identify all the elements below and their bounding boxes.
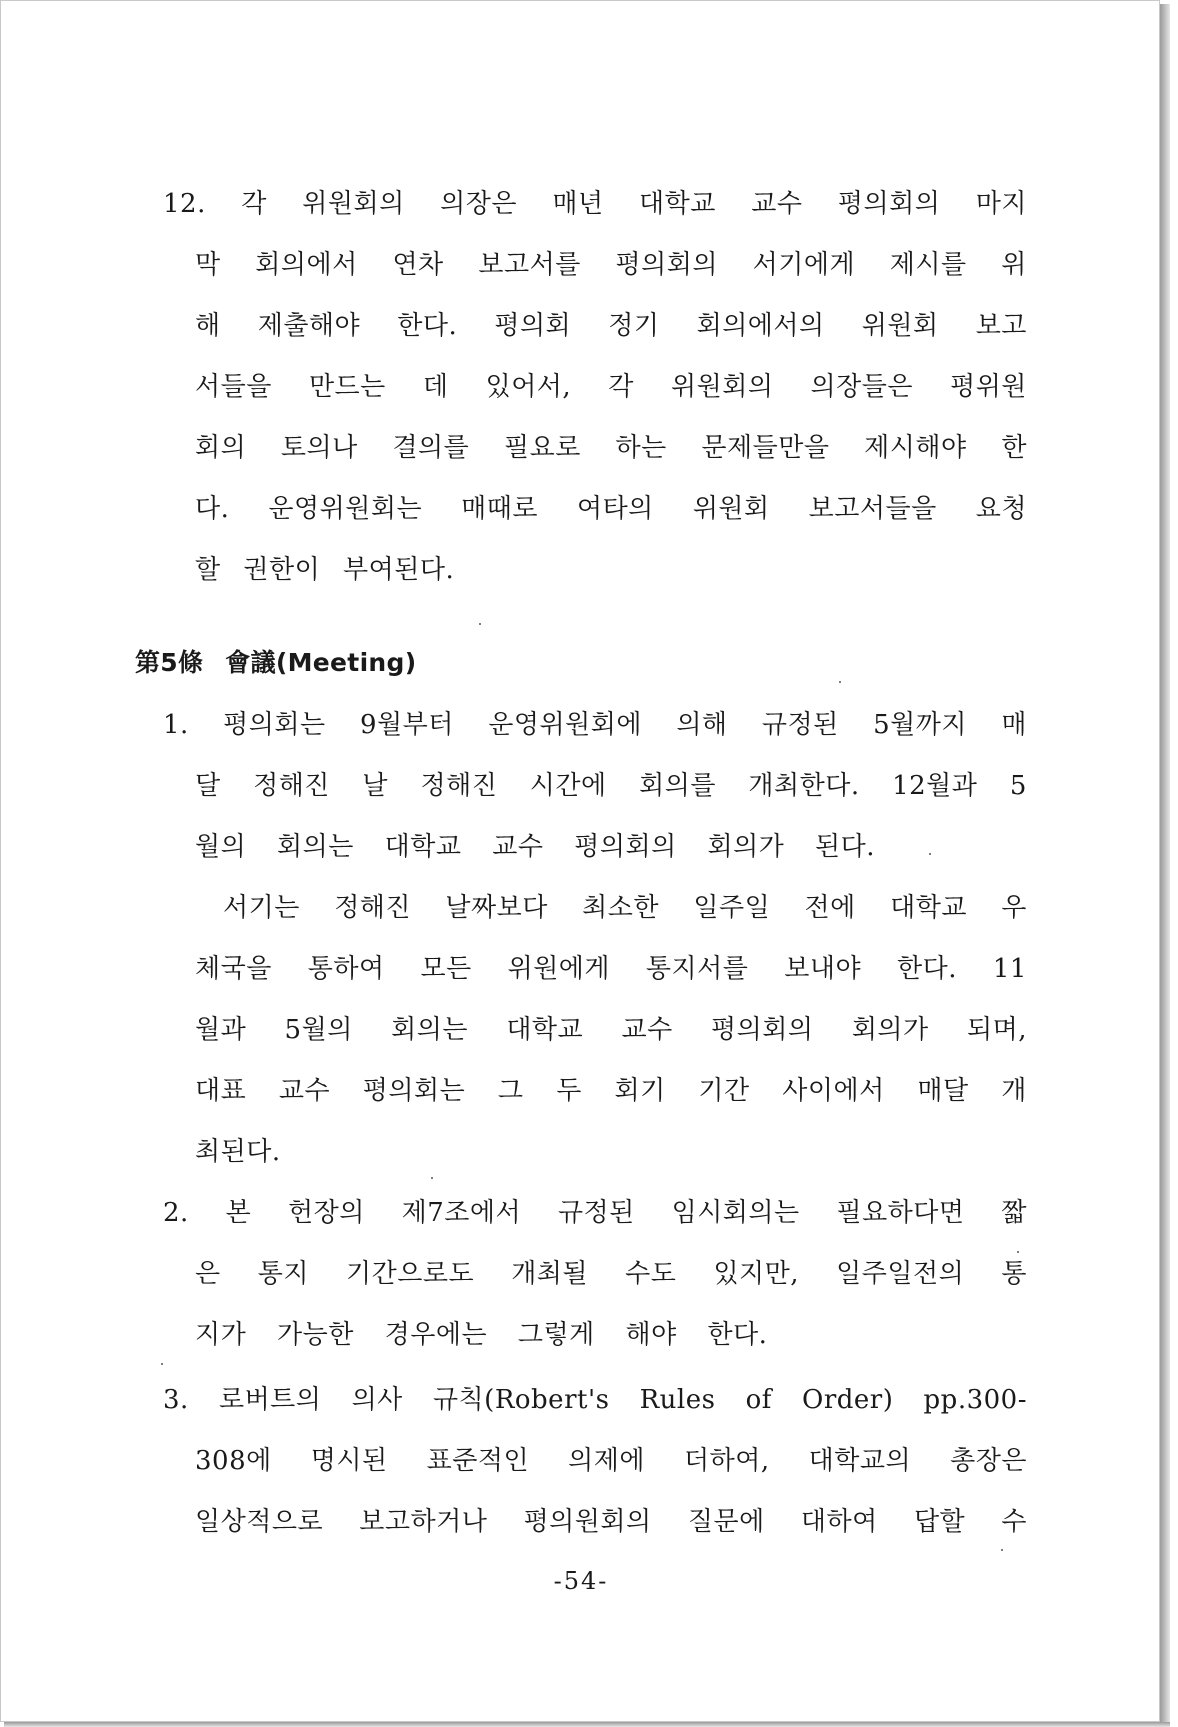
- word: 규정된: [761, 710, 839, 740]
- word: 평의회는: [362, 1076, 466, 1106]
- text-line: [163, 1196, 1027, 1230]
- word: 매년: [552, 189, 604, 219]
- word: 임시회의는: [671, 1198, 800, 1228]
- word: 달: [195, 771, 221, 801]
- scan-speck: [479, 623, 481, 625]
- word: 보고서들을: [808, 494, 937, 524]
- word: 회의는: [391, 1015, 468, 1045]
- word: 해: [195, 311, 221, 341]
- word: 통: [1001, 1259, 1027, 1289]
- text-line: [195, 1074, 1027, 1108]
- scan-speck: [161, 1363, 163, 1365]
- word: 개최될: [511, 1259, 589, 1289]
- word: 그: [497, 1076, 524, 1106]
- word: pp.300-: [923, 1385, 1027, 1415]
- word: 의사: [351, 1385, 403, 1415]
- scan-speck: [929, 853, 931, 855]
- word: 회의에서의: [696, 311, 825, 341]
- word: 서들을: [195, 372, 272, 402]
- text-line: 지가 가능한 경우에는 그렇게 해야 한다.: [195, 1320, 768, 1350]
- word: 질문에: [687, 1507, 765, 1537]
- word: 통하여: [307, 954, 385, 984]
- word: 대학교: [890, 893, 967, 923]
- word: 위원회의: [302, 189, 405, 219]
- word: 정해진: [253, 771, 330, 801]
- word: 제시해야: [864, 433, 967, 463]
- word: 한다.: [397, 311, 458, 341]
- word: 대표: [195, 1076, 247, 1106]
- word: 기간: [698, 1076, 750, 1106]
- word: 제7조에서: [401, 1198, 522, 1228]
- word: 보고: [975, 311, 1027, 341]
- word: 로버트의: [218, 1385, 322, 1415]
- text-line: [195, 1444, 1027, 1478]
- word: 평의회는: [223, 710, 326, 740]
- article-heading: [135, 646, 416, 680]
- word: 위원회: [692, 494, 770, 524]
- word: 필요로: [503, 433, 581, 463]
- word: 각: [608, 372, 634, 402]
- word: 위원회의: [670, 372, 774, 402]
- text-line: [195, 492, 1027, 526]
- word: 제출해야: [257, 311, 361, 341]
- word: 더하여,: [684, 1446, 770, 1476]
- word: 헌장의: [288, 1198, 365, 1228]
- word: 요청: [975, 494, 1027, 524]
- word: 대하여: [800, 1507, 878, 1537]
- word: 마지: [975, 189, 1027, 219]
- word: 대학교의: [808, 1446, 912, 1476]
- word: 시간에: [529, 771, 607, 801]
- word: 만드는: [308, 372, 386, 402]
- text-line: [195, 1257, 1027, 1291]
- word: 통지: [257, 1259, 309, 1289]
- word: 결의를: [392, 433, 470, 463]
- word: 운영위원회에: [488, 710, 642, 740]
- word: 최소한: [582, 893, 660, 923]
- word: 다.: [195, 494, 230, 524]
- word: 9월부터: [360, 710, 454, 740]
- word: 의해: [676, 710, 728, 740]
- word: 일상적으로: [195, 1507, 324, 1537]
- word: 의장들은: [810, 372, 913, 402]
- word: 한다.: [897, 954, 957, 984]
- word: 의장은: [440, 189, 517, 219]
- scan-speck: [839, 681, 841, 683]
- text-line: [195, 952, 1027, 986]
- word: 위원에게: [507, 954, 611, 984]
- article-title: 會議(Meeting): [225, 648, 417, 677]
- word: 개: [1001, 1076, 1027, 1106]
- word: 정해진: [420, 771, 498, 801]
- word: Rules: [639, 1385, 716, 1415]
- word: 회의가: [851, 1015, 929, 1045]
- text-line: [195, 1013, 1027, 1047]
- word: 사이에서: [782, 1076, 885, 1106]
- word: 날짜보다: [445, 893, 548, 923]
- word: 3.: [163, 1385, 189, 1415]
- word: 데: [422, 372, 449, 402]
- text-line: [163, 708, 1027, 742]
- word: 308에: [195, 1446, 272, 1476]
- word: 각: [241, 189, 267, 219]
- text-line: [195, 769, 1027, 803]
- word: 한: [1001, 433, 1027, 463]
- word: 정해진: [334, 893, 412, 923]
- article-number: 第5條: [135, 648, 204, 677]
- word: 연차: [392, 250, 444, 280]
- word: 개최한다.: [748, 771, 860, 801]
- word: 되며,: [966, 1015, 1027, 1045]
- word: 규정된: [557, 1198, 635, 1228]
- word: 평위원: [950, 372, 1027, 402]
- word: 회기: [614, 1076, 666, 1106]
- word: 필요하다면: [836, 1198, 965, 1228]
- word: 11: [992, 954, 1027, 984]
- word: 평의회: [494, 311, 572, 341]
- word: 수: [1001, 1507, 1027, 1537]
- word: 일주일: [693, 893, 771, 923]
- word: 평의회의: [615, 250, 718, 280]
- word: 위: [1001, 250, 1027, 280]
- text-line: [163, 1383, 1027, 1417]
- word: 우: [1001, 893, 1027, 923]
- word: 기간으로도: [346, 1259, 475, 1289]
- text-line: [195, 1505, 1027, 1539]
- text-line: [223, 891, 1027, 925]
- word: 평의원회의: [523, 1507, 652, 1537]
- word: 5월까지: [873, 710, 968, 740]
- word: 총장은: [950, 1446, 1027, 1476]
- word: 전에: [804, 893, 856, 923]
- word: 짧: [1001, 1198, 1027, 1228]
- word: 본: [225, 1198, 252, 1228]
- word: 월과: [195, 1015, 247, 1045]
- text-line: 최된다.: [195, 1137, 281, 1167]
- word: 1.: [163, 710, 189, 740]
- word: 모든: [420, 954, 472, 984]
- word: 위원회: [861, 311, 939, 341]
- word: 있지만,: [713, 1259, 800, 1289]
- word: 대학교: [506, 1015, 584, 1045]
- word: 정기: [608, 311, 660, 341]
- word: 막: [195, 250, 221, 280]
- word: 하는: [615, 433, 667, 463]
- word: 5: [1009, 771, 1027, 801]
- word: 통지서를: [645, 954, 749, 984]
- word: 서기에게: [752, 250, 856, 280]
- word: 보고하거나: [359, 1507, 488, 1537]
- word: 은: [195, 1259, 221, 1289]
- text-line: [195, 370, 1027, 404]
- word: 일주일전의: [836, 1259, 965, 1289]
- word: 보고서를: [478, 250, 581, 280]
- word: 날: [362, 771, 389, 801]
- page-shadow: [4, 1722, 1170, 1727]
- word: 회의에서: [255, 250, 358, 280]
- page-number: -54-: [553, 1567, 609, 1595]
- word: 보내야: [784, 954, 862, 984]
- word: 의제에: [568, 1446, 645, 1476]
- text-line: [195, 248, 1027, 282]
- page-shadow: [1160, 4, 1170, 1727]
- word: 여타의: [576, 494, 654, 524]
- word: 5월의: [284, 1015, 353, 1045]
- text-line: [163, 187, 1027, 221]
- word: 두: [556, 1076, 582, 1106]
- text-line: [195, 431, 1027, 465]
- word: 12월과: [892, 771, 978, 801]
- word: 교수: [621, 1015, 673, 1045]
- word: 답할: [913, 1507, 966, 1537]
- text-line: [195, 309, 1027, 343]
- word: 평의회의: [837, 189, 941, 219]
- scan-speck: [1017, 1251, 1019, 1253]
- scan-speck: [431, 1177, 433, 1179]
- word: 있어서,: [485, 372, 572, 402]
- word: 표준적인: [426, 1446, 530, 1476]
- word: 회의: [195, 433, 247, 463]
- word: of: [745, 1385, 772, 1415]
- word: 규칙(Robert's: [432, 1385, 610, 1415]
- text-line: 월의 회의는 대학교 교수 평의회의 회의가 된다.: [195, 832, 876, 862]
- word: 2.: [163, 1198, 189, 1228]
- scan-speck: [1001, 1549, 1003, 1551]
- word: 명시된: [310, 1446, 388, 1476]
- word: 회의를: [639, 771, 716, 801]
- word: 매: [1001, 710, 1027, 740]
- word: 평의회의: [711, 1015, 814, 1045]
- word: 교수: [751, 189, 803, 219]
- word: 체국을: [195, 954, 272, 984]
- word: 대학교: [639, 189, 716, 219]
- word: 서기는: [223, 893, 300, 923]
- word: 교수: [278, 1076, 331, 1106]
- word: 운영위원회는: [268, 494, 423, 524]
- word: 제시를: [889, 250, 967, 280]
- word: 매때로: [461, 494, 538, 524]
- word: 12.: [163, 189, 206, 219]
- word: Order): [802, 1385, 894, 1415]
- text-line: 할 권한이 부여된다.: [195, 555, 455, 585]
- word: 토의나: [280, 433, 358, 463]
- word: 수도: [625, 1259, 677, 1289]
- word: 매달: [917, 1076, 969, 1106]
- word: 문제들만을: [701, 433, 830, 463]
